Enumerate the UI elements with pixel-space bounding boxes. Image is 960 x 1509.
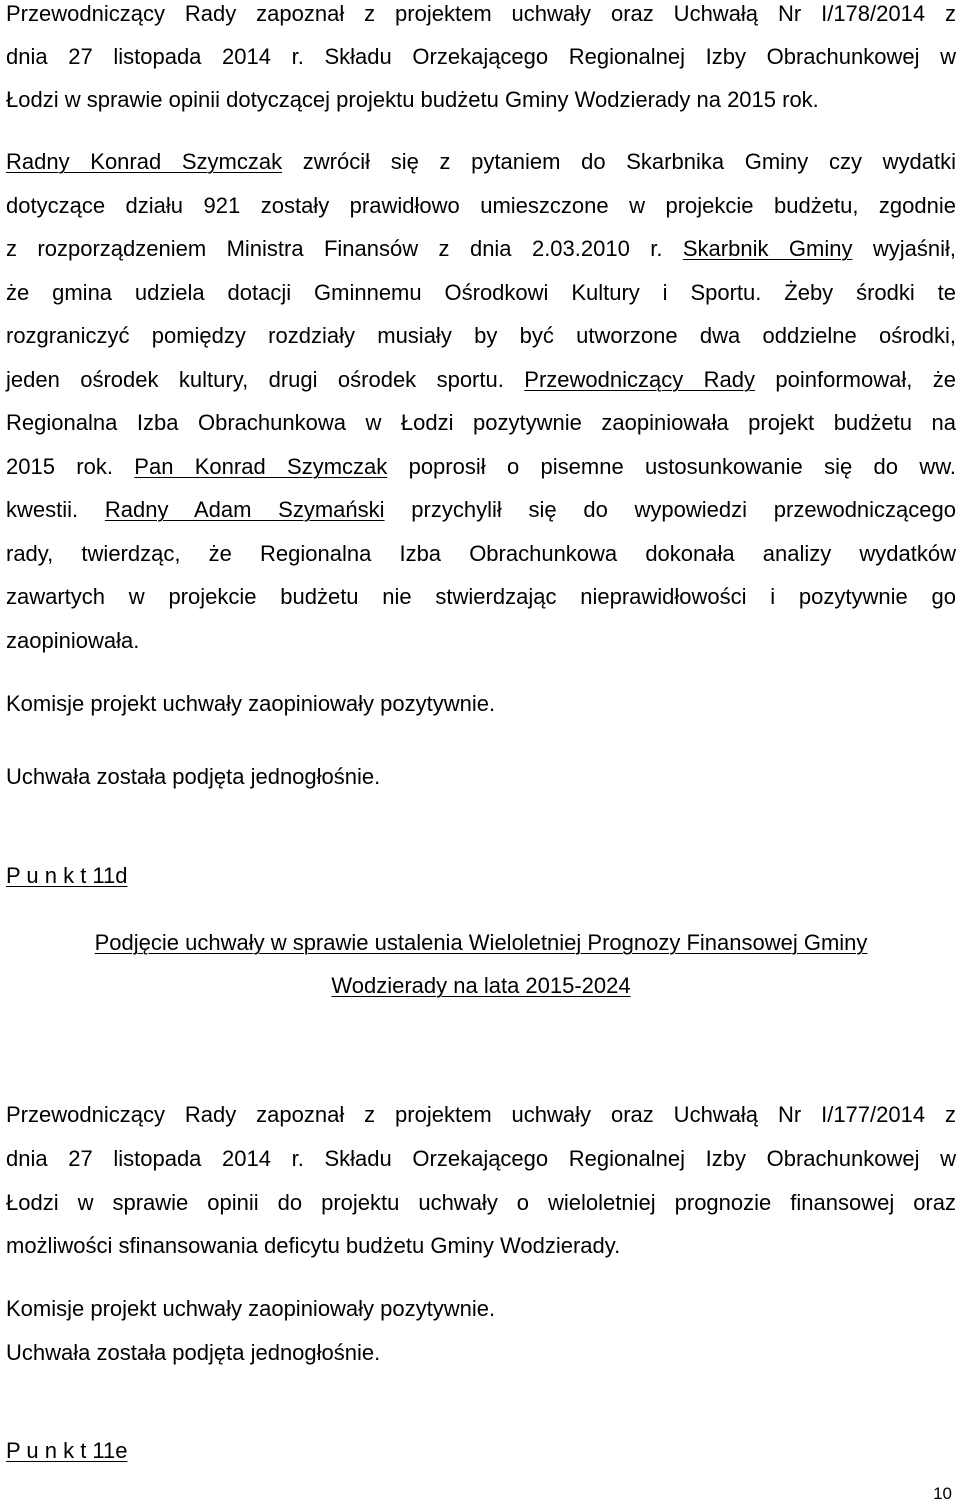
resolution-result: Uchwała została podjęta jednogłośnie. [6, 1340, 381, 1365]
speaker-name: Radny Adam Szymański [104, 497, 385, 522]
paragraph-line: możliwości sfinansowania deficytu budżetu Gminy Wodzierady. [6, 1233, 621, 1258]
paragraph-line: Przewodniczący Rady zapoznał z projektem uchwały oraz Uchwałą Nr I/177/2014 z [6, 1102, 956, 1127]
section-heading: Podjęcie uchwały w sprawie ustalenia Wieloletniej Prognozy Finansowej Gminy [94, 930, 868, 955]
paragraph-line: dotyczące działu 921 zostały prawidłowo umieszczone w projekcie budżetu, zgodnie [6, 193, 956, 218]
paragraph-line: Regionalna Izba Obrachunkowa w Łodzi pozytywnie zaopiniowała projekt budżetu na [6, 410, 956, 435]
paragraph-line: jeden ośrodek kultury, drugi ośrodek sportu. Przewodniczący Rady poinformował, że [6, 367, 956, 392]
paragraph-line: Łodzi w sprawie opinii do projektu uchwały o wieloletniej prognozie finansowej oraz [6, 1190, 956, 1215]
resolution-result: Uchwała została podjęta jednogłośnie. [6, 764, 381, 789]
speaker-name: Radny Konrad Szymczak [6, 149, 283, 174]
commissions-opinion: Komisje projekt uchwały zaopiniowały pozytywnie. [6, 691, 496, 716]
paragraph-line: że gmina udziela dotacji Gminnemu Ośrodkowi Kultury i Sportu. Żeby środki te [6, 280, 956, 305]
paragraph-line: dnia 27 listopada 2014 r. Składu Orzekającego Regionalnej Izby Obrachunkowej w [6, 1146, 956, 1171]
paragraph-line: zawartych w projekcie budżetu nie stwierdzając nieprawidłowości i pozytywnie go [6, 584, 956, 609]
paragraph-line: zaopiniowała. [6, 628, 140, 653]
point-label: P u n k t 11d [6, 863, 128, 888]
paragraph-line: dnia 27 listopada 2014 r. Składu Orzekającego Regionalnej Izby Obrachunkowej w [6, 44, 956, 69]
paragraph-line: Łodzi w sprawie opinii dotyczącej projektu budżetu Gminy Wodzierady na 2015 rok. [6, 87, 819, 112]
speaker-name: Skarbnik Gminy [682, 236, 853, 261]
speaker-name: Przewodniczący Rady [524, 367, 755, 392]
speaker-name: Pan Konrad Szymczak [134, 454, 388, 479]
section-heading: Wodzierady na lata 2015-2024 [331, 973, 631, 998]
paragraph-line: z rozporządzeniem Ministra Finansów z dnia 2.03.2010 r. Skarbnik Gminy wyjaśnił, [6, 236, 956, 261]
paragraph-line: 2015 rok. Pan Konrad Szymczak poprosił o pisemne ustosunkowanie się do ww. [6, 454, 957, 479]
paragraph-line: kwestii. Radny Adam Szymański przychylił się do wypowiedzi przewodniczącego [6, 497, 956, 522]
paragraph-line: Przewodniczący Rady zapoznał z projektem uchwały oraz Uchwałą Nr I/178/2014 z [6, 1, 956, 26]
paragraph-line: rady, twierdząc, że Regionalna Izba Obrachunkowa dokonała analizy wydatków [6, 541, 956, 566]
paragraph-line: rozgraniczyć pomiędzy rozdziały musiały by być utworzone dwa oddzielne ośrodki, [6, 323, 956, 348]
point-label: P u n k t 11e [6, 1438, 128, 1463]
commissions-opinion: Komisje projekt uchwały zaopiniowały pozytywnie. [6, 1296, 496, 1321]
page-number: 10 [933, 1484, 952, 1503]
paragraph-line: Radny Konrad Szymczak zwrócił się z pytaniem do Skarbnika Gminy czy wydatki [6, 149, 956, 174]
